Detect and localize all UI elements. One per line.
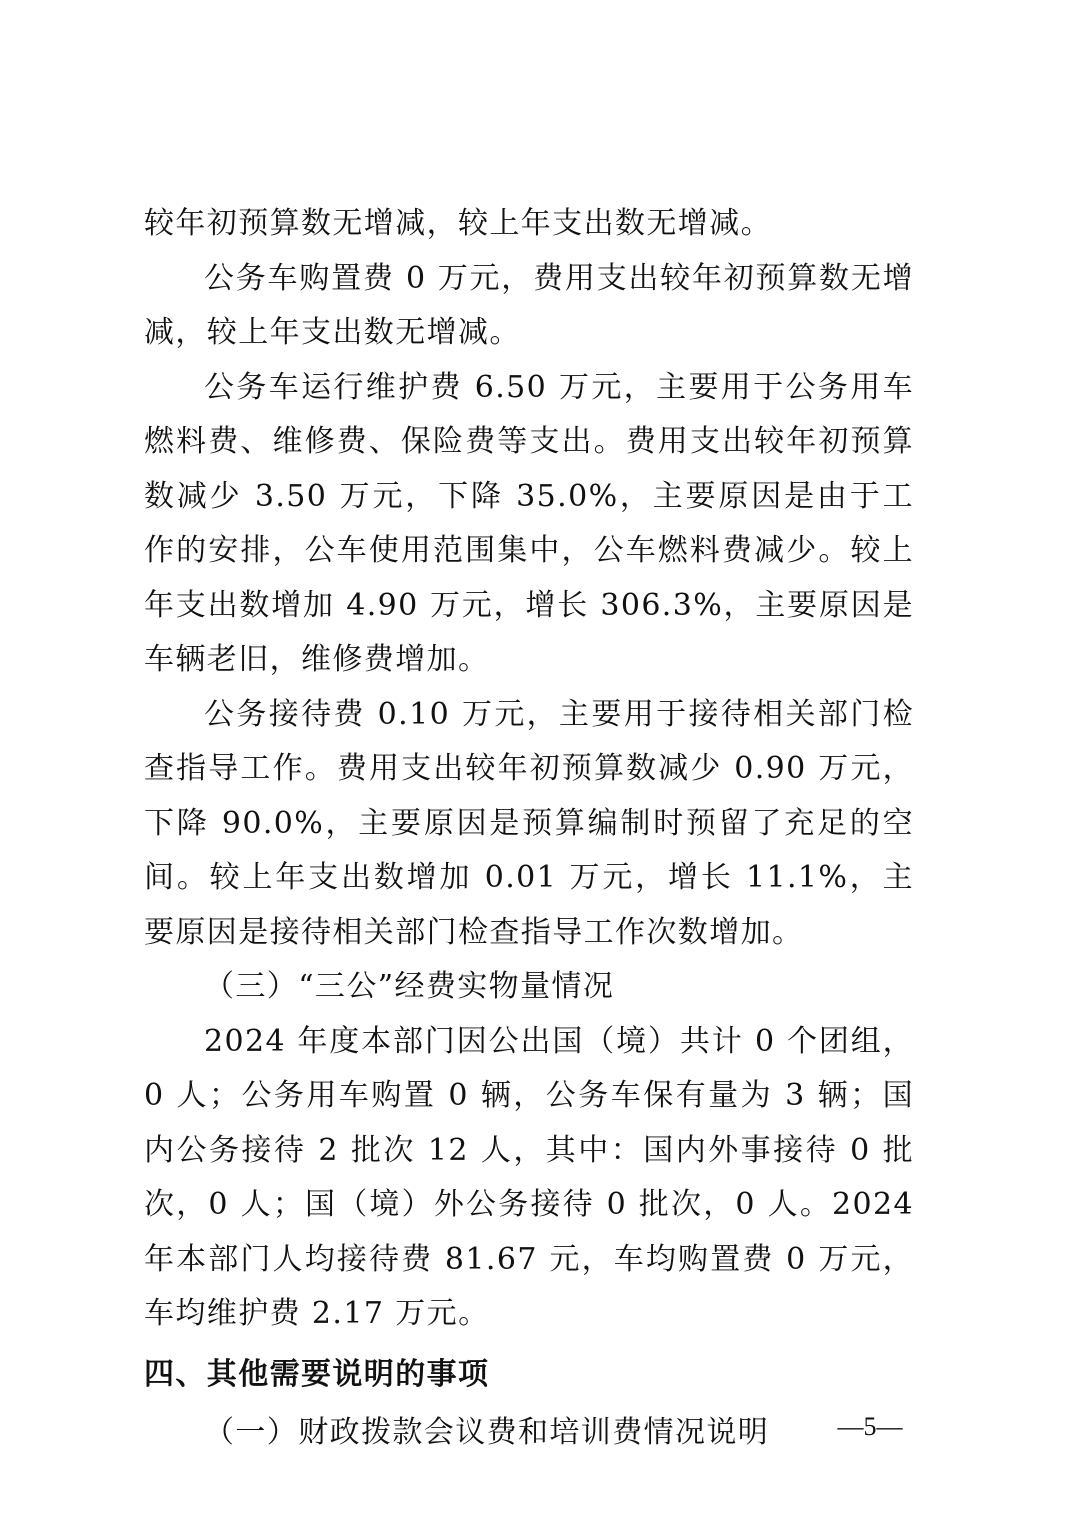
heading-other-matters: 四、其他需要说明的事项 [144,1356,490,1392]
paragraph-vehicle-purchase: 公务车购置费 0 万元，费用支出较年初预算数无增减，较上年支出数无增减。 [144,260,914,350]
paragraph-vehicle-maintenance: 公务车运行维护费 6.50 万元，主要用于公务用车燃料费、维修费、保险费等支出。费用支出较年初预算数减少 3.50 万元，下降 35.0%，主要原因是由于工作的安排，公车使用范围集中，公车燃料费减少。较上年支出数增加 4.90 万元，增长 306.3%，主要原因是车辆老旧，维修费增加。 [144,369,914,677]
body-text [144,197,914,1461]
subheading-meeting-training: （一）财政拨款会议费和培训费情况说明 [204,1415,770,1450]
paragraph-reception-fee: 公务接待费 0.10 万元，主要用于接待相关部门检查指导工作。费用支出较年初预算数减少 0.90 万元，下降 90.0%，主要原因是预算编制时预留了充足的空间。较上年支出数增加 0.01 万元，增长 11.1%，主要原因是接待相关部门检查指导工作次数增加。 [144,696,914,950]
paragraph-continuation: 较年初预算数无增减，较上年支出数无增减。 [144,206,772,241]
paragraph-quantity: 2024 年度本部门因公出国（境）共计 0 个团组，0 人；公务用车购置 0 辆，公务车保有量为 3 辆；国内公务接待 2 批次 12 人，其中：国内外事接待 0 批次，0 人；国（境）外公务接待 0 批次，0 人。2024 年本部门人均接待费 81.67 元，车均购置费 0 万元，车均维护费 2.17 万元。 [144,1023,914,1331]
subheading-three-public-quantity: （三）“三公”经费实物量情况 [204,969,615,1004]
page-number: —5— [837,1412,903,1441]
